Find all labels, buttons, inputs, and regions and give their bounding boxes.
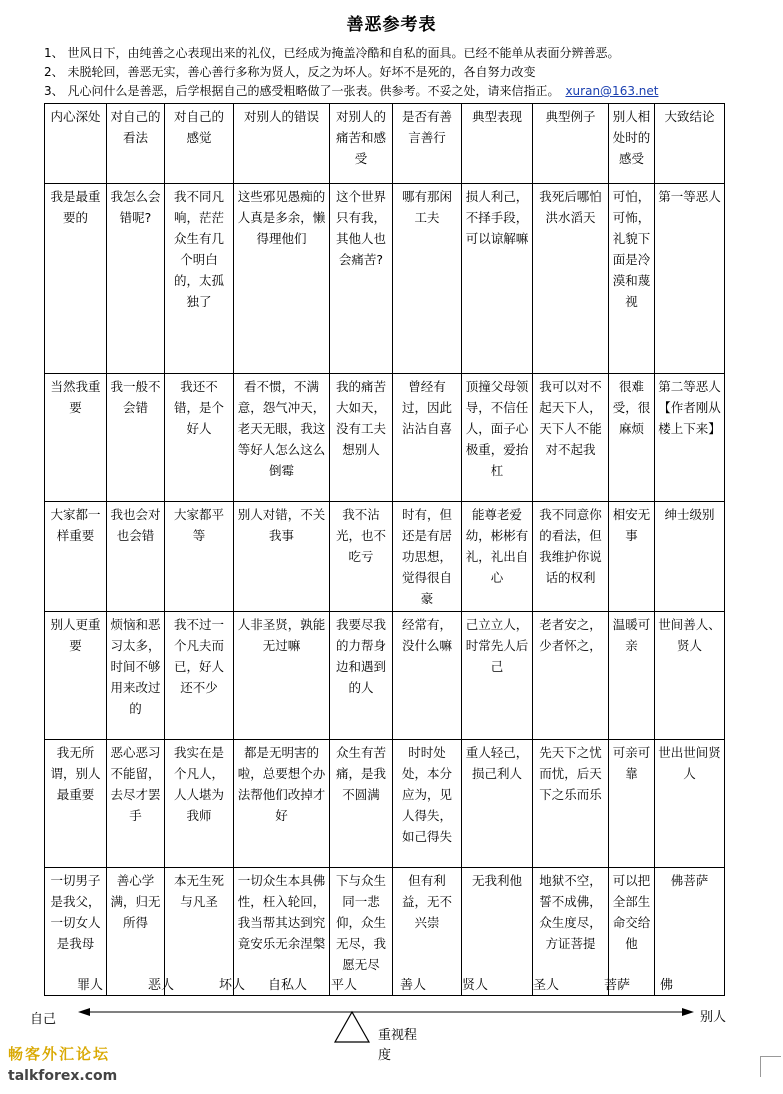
header-cell: 对别人的错误	[234, 104, 330, 184]
table-cell: 下与众生同一悲仰，众生无尽，我愿无尽	[330, 868, 393, 996]
header-cell: 对自己的感觉	[165, 104, 234, 184]
table-cell: 我死后哪怕洪水滔天	[533, 184, 609, 374]
header-row	[45, 104, 725, 184]
table-cell: 我也会对也会错	[107, 502, 165, 612]
scale-label: 自私人	[268, 978, 308, 993]
axis-right-label: 别人	[700, 1010, 727, 1025]
table-cell: 损人利己，不择手段，可以谅解嘛	[462, 184, 533, 374]
table-row	[45, 612, 725, 740]
table-cell: 我不沾光，也不吃亏	[330, 502, 393, 612]
table-cell: 都是无明害的啦，总要想个办法帮他们改掉才好	[234, 740, 330, 868]
table-cell: 哪有那闲工夫	[393, 184, 462, 374]
table-row	[45, 502, 725, 612]
scale-label: 善人	[400, 978, 427, 993]
table-cell: 老者安之，少者怀之，	[533, 612, 609, 740]
axis-left-label: 自己	[30, 1012, 57, 1027]
table-cell: 大家都平等	[165, 502, 234, 612]
header-cell: 典型表现	[462, 104, 533, 184]
table-cell: 我无所谓，别人最重要	[45, 740, 107, 868]
table-cell: 时时处处，本分应为，见人得失，如己得失	[393, 740, 462, 868]
table-cell: 我不同凡响，茫茫众生有几个明白的，太孤独了	[165, 184, 234, 374]
table-cell: 当然我重要	[45, 374, 107, 502]
table-cell: 顶撞父母领导，不信任人，面子心极重，爱抬杠	[462, 374, 533, 502]
table-cell: 我是最重要的	[45, 184, 107, 374]
scale-label: 菩萨	[604, 978, 631, 993]
table-cell: 善心学满，归无所得	[107, 868, 165, 996]
table-cell: 可亲可靠	[609, 740, 655, 868]
header-cell: 对别人的痛苦和感受	[330, 104, 393, 184]
table-cell: 先天下之忧而忧，后天下之乐而乐	[533, 740, 609, 868]
table-row	[45, 184, 725, 374]
note-3-text: 3、 凡心问什么是善恶，后学根据自己的感受粗略做了一张表。供参考。不妥之处，请来信指正。	[44, 84, 560, 98]
table-cell: 时有，但还是有居功思想，觉得很自豪	[393, 502, 462, 612]
scale-label: 贤人	[462, 978, 489, 993]
table-cell: 曾经有过，因此沾沾自喜	[393, 374, 462, 502]
table-cell: 我实在是个凡人，人人堪为我师	[165, 740, 234, 868]
fulcrum-triangle-icon	[333, 1010, 371, 1044]
table-cell: 经常有，没什么嘛	[393, 612, 462, 740]
table-cell: 烦恼和恶习太多，时间不够用来改过的	[107, 612, 165, 740]
table-cell: 本无生死与凡圣	[165, 868, 234, 996]
header-cell: 典型例子	[533, 104, 609, 184]
scale-label: 罪人	[77, 978, 104, 993]
page-title: 善恶参考表	[346, 15, 437, 35]
note-2: 2、 未脱轮回，善恶无实，善心善行多称为贤人，反之为坏人。好坏不是死的，各自努力改变	[44, 65, 536, 79]
scale-label: 圣人	[533, 978, 560, 993]
table-cell: 我可以对不起天下人，天下人不能对不起我	[533, 374, 609, 502]
table-cell: 我怎么会错呢?	[107, 184, 165, 374]
table-cell: 第一等恶人	[655, 184, 725, 374]
table-cell: 重人轻己，损己利人	[462, 740, 533, 868]
table-cell: 别人对错，不关我事	[234, 502, 330, 612]
table-cell: 很难受，很麻烦	[609, 374, 655, 502]
header-cell: 大致结论	[655, 104, 725, 184]
table-cell: 我不过一个凡夫而已，好人还不少	[165, 612, 234, 740]
table-cell: 我一般不会错	[107, 374, 165, 502]
table-cell: 别人更重要	[45, 612, 107, 740]
table-cell: 大家都一样重要	[45, 502, 107, 612]
header-cell: 对自己的看法	[107, 104, 165, 184]
table-cell: 我要尽我的力帮身边和遇到的人	[330, 612, 393, 740]
table-cell: 可以把全部生命交给他	[609, 868, 655, 996]
table-cell: 地狱不空，誓不成佛，众生度尽，方证菩提	[533, 868, 609, 996]
table-cell: 人非圣贤，孰能无过嘛	[234, 612, 330, 740]
scale-label: 坏人	[219, 978, 246, 993]
table-row	[45, 374, 725, 502]
table-cell: 第二等恶人【作者刚从楼上下来】	[655, 374, 725, 502]
table-cell: 看不惯，不满意，怨气冲天，老天无眼，我这等好人怎么这么倒霉	[234, 374, 330, 502]
table-cell: 这些邪见愚痴的人真是多余，懒得理他们	[234, 184, 330, 374]
table-cell: 相安无事	[609, 502, 655, 612]
scale-label: 佛	[660, 978, 674, 993]
header-cell: 内心深处	[45, 104, 107, 184]
table-cell: 绅士级别	[655, 502, 725, 612]
table-cell: 众生有苦痛，是我不圆满	[330, 740, 393, 868]
table-cell: 我不同意你的看法，但我维护你说话的权利	[533, 502, 609, 612]
scale-label: 平人	[331, 978, 358, 993]
fulcrum-label: 重视程度	[378, 1028, 418, 1063]
intro-notes	[44, 44, 744, 101]
table-cell: 无我利他	[462, 868, 533, 996]
page-corner-mark	[760, 1056, 781, 1077]
good-evil-table	[44, 103, 725, 996]
table-row	[45, 740, 725, 868]
table-cell: 我还不错，是个好人	[165, 374, 234, 502]
note-3	[44, 82, 744, 101]
table-cell: 温暖可亲	[609, 612, 655, 740]
table-cell: 世间善人、贤人	[655, 612, 725, 740]
email-link[interactable]: xuran@163.net	[565, 84, 659, 98]
table-cell: 世出世间贤人	[655, 740, 725, 868]
header-cell: 别人相处时的感受	[609, 104, 655, 184]
forum-watermark	[8, 1043, 138, 1084]
watermark-line-2: talkforex.com	[8, 1068, 118, 1084]
note-1: 1、 世风日下，由纯善之心表现出来的礼仪，已经成为掩盖冷酷和自私的面具。已经不能单从表面分辨善恶。	[44, 46, 620, 60]
table-cell: 一切众生本具佛性，枉入轮回，我当帮其达到究竟安乐无余涅槃	[234, 868, 330, 996]
table-cell: 这个世界只有我，其他人也会痛苦?	[330, 184, 393, 374]
scale-label: 恶人	[148, 978, 175, 993]
table-cell: 恶心恶习不能留，去尽才罢手	[107, 740, 165, 868]
table-cell: 可怕，可怖，礼貌下面是冷漠和蔑视	[609, 184, 655, 374]
table-cell: 佛菩萨	[655, 868, 725, 996]
table-cell: 我的痛苦大如天，没有工夫想别人	[330, 374, 393, 502]
table-cell: 但有利益，无不兴崇	[393, 868, 462, 996]
table-cell: 己立立人，时常先人后己	[462, 612, 533, 740]
table-cell: 能尊老爱幼，彬彬有礼，礼出自心	[462, 502, 533, 612]
header-cell: 是否有善言善行	[393, 104, 462, 184]
watermark-line-1: 畅客外汇论坛	[8, 1045, 111, 1063]
table-cell: 一切男子是我父，一切女人是我母	[45, 868, 107, 996]
